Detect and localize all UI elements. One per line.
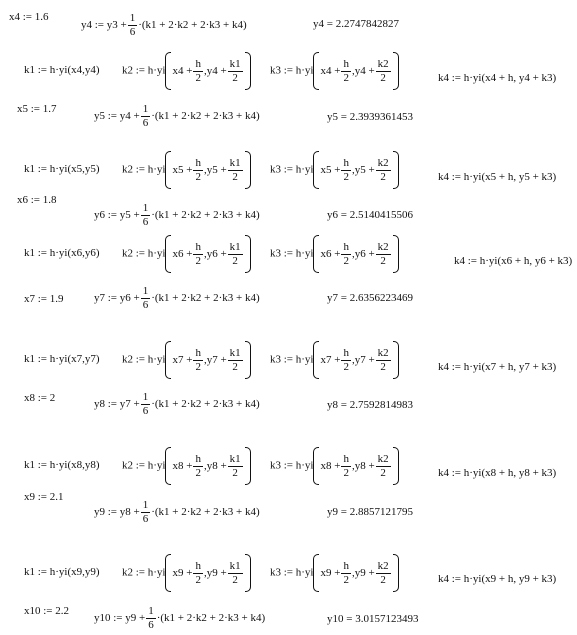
left-paren (165, 52, 171, 90)
left-paren (313, 52, 319, 90)
fraction-denominator: 6 (142, 216, 149, 228)
k1-definition (24, 460, 100, 471)
k1-over-2-fraction (228, 242, 243, 267)
right-paren (245, 151, 251, 189)
k3-y-arg: ,y8 + (351, 459, 375, 472)
k2-x-arg: x6 + (172, 247, 193, 260)
k2-definition (122, 554, 251, 592)
y-formula-rhs: ·(k1 + 2·k2 + 2·k3 + k4) (138, 19, 247, 32)
right-paren (393, 235, 399, 273)
fraction-numerator: k2 (377, 57, 389, 70)
y-result (327, 400, 413, 411)
paren-contents (320, 158, 391, 183)
y-update-formula (94, 203, 260, 228)
k4-text: k4 := h·yi(x4 + h, y4 + k3) (438, 72, 557, 84)
k3-definition (270, 52, 399, 90)
fraction-denominator: 2 (343, 254, 349, 267)
y-formula-rhs: ·(k1 + 2·k2 + 2·k3 + k4) (151, 398, 260, 411)
y-result-text: y6 = 2.5140415506 (327, 209, 413, 221)
k3-prefix: k3 := h·yi (270, 64, 314, 77)
y-update-formula (94, 392, 260, 417)
k1-text: k1 := h·yi(x9,y9) (24, 566, 100, 578)
fraction-denominator: 2 (343, 170, 349, 183)
y-result-text: y10 = 3.0157123493 (327, 613, 419, 625)
k4-definition (438, 574, 556, 585)
k3-x-arg: x8 + (320, 459, 341, 472)
fraction-numerator: 1 (142, 202, 149, 214)
k3-x-arg: x4 + (320, 64, 341, 77)
fraction-denominator: 6 (142, 405, 149, 417)
k2-y-arg: ,y4 + (203, 64, 227, 77)
fraction-denominator: 2 (195, 466, 201, 479)
k2-x-arg: x4 + (172, 64, 193, 77)
k3-definition (270, 235, 399, 273)
paren-contents (320, 561, 391, 586)
fraction-denominator: 2 (195, 360, 201, 373)
k3-y-arg: ,y4 + (351, 64, 375, 77)
fraction-denominator: 2 (232, 170, 238, 183)
fraction-numerator: h (195, 57, 201, 70)
fraction-numerator: k1 (229, 240, 241, 253)
fraction-numerator: k1 (229, 452, 241, 465)
k4-text: k4 := h·yi(x6 + h, y6 + k3) (454, 255, 573, 267)
paren-contents (172, 242, 243, 267)
fraction-denominator: 6 (142, 117, 149, 129)
fraction-numerator: k2 (377, 559, 389, 572)
right-paren (245, 341, 251, 379)
k1-text: k1 := h·yi(x7,y7) (24, 353, 100, 365)
k2-x-arg: x9 + (172, 566, 193, 579)
fraction-denominator: 2 (195, 573, 201, 586)
k2-over-2-fraction (376, 59, 391, 84)
h-over-2-fraction (341, 348, 351, 373)
k3-definition (270, 341, 399, 379)
fraction-numerator: h (195, 452, 201, 465)
paren-contents (320, 59, 391, 84)
fraction-numerator: h (195, 156, 201, 169)
paren-group (313, 151, 398, 189)
k3-x-arg: x5 + (320, 163, 341, 176)
k3-prefix: k3 := h·yi (270, 353, 314, 366)
k3-definition (270, 447, 399, 485)
y-formula-lhs: y7 := y6 + (94, 292, 140, 305)
k3-y-arg: ,y5 + (351, 163, 375, 176)
fraction-denominator: 6 (129, 26, 136, 38)
k2-over-2-fraction (376, 242, 391, 267)
y-result-text: y9 = 2.8857121795 (327, 506, 413, 518)
x-definition-text: x9 := 2.1 (24, 491, 64, 503)
h-over-2-fraction (193, 242, 203, 267)
fraction-denominator: 2 (232, 254, 238, 267)
k1-text: k1 := h·yi(x4,y4) (24, 64, 100, 76)
fraction-denominator: 2 (195, 71, 201, 84)
y-result-text: y8 = 2.7592814983 (327, 399, 413, 411)
paren-group (165, 447, 250, 485)
fraction-numerator: k2 (377, 346, 389, 359)
k1-text: k1 := h·yi(x5,y5) (24, 163, 100, 175)
paren-group (165, 151, 250, 189)
y-formula-lhs: y5 := y4 + (94, 110, 140, 123)
y-formula-lhs: y6 := y5 + (94, 209, 140, 222)
k2-definition (122, 235, 251, 273)
x-definition-text: x7 := 1.9 (24, 293, 64, 305)
k4-text: k4 := h·yi(x8 + h, y8 + k3) (438, 467, 557, 479)
k2-definition (122, 151, 251, 189)
k2-definition (122, 52, 251, 90)
k1-definition (24, 164, 100, 175)
k2-over-2-fraction (376, 348, 391, 373)
right-paren (245, 554, 251, 592)
k3-prefix: k3 := h·yi (270, 247, 314, 260)
k3-y-arg: ,y6 + (351, 247, 375, 260)
fraction-denominator: 2 (380, 71, 386, 84)
h-over-2-fraction (193, 59, 203, 84)
right-paren (393, 151, 399, 189)
k2-prefix: k2 := h·yi (122, 247, 166, 260)
y-result-text: y4 = 2.2747842827 (313, 18, 399, 30)
fraction-numerator: 1 (142, 285, 149, 297)
y-result (327, 210, 413, 221)
fraction-denominator: 2 (232, 466, 238, 479)
left-paren (165, 151, 171, 189)
y-result-text: y5 = 2.3939361453 (327, 111, 413, 123)
right-paren (393, 554, 399, 592)
x-definition (24, 606, 69, 617)
h-over-2-fraction (193, 561, 203, 586)
paren-contents (172, 158, 243, 183)
fraction-denominator: 2 (380, 254, 386, 267)
k4-definition (438, 468, 556, 479)
k2-y-arg: ,y9 + (203, 566, 227, 579)
y-result-text: y7 = 2.6356223469 (327, 292, 413, 304)
fraction-numerator: h (343, 57, 349, 70)
k3-x-arg: x6 + (320, 247, 341, 260)
y-result (313, 19, 399, 30)
y-update-formula (94, 286, 260, 311)
k1-text: k1 := h·yi(x6,y6) (24, 247, 100, 259)
k3-prefix: k3 := h·yi (270, 566, 314, 579)
k2-over-2-fraction (376, 454, 391, 479)
fraction-denominator: 6 (148, 619, 154, 631)
k3-x-arg: x7 + (320, 353, 341, 366)
y-formula-lhs: y9 := y8 + (94, 506, 140, 519)
k2-x-arg: x7 + (172, 353, 193, 366)
fraction-denominator: 2 (343, 466, 349, 479)
fraction-numerator: k2 (377, 452, 389, 465)
left-paren (313, 554, 319, 592)
k1-over-2-fraction (228, 59, 243, 84)
fraction-denominator: 2 (380, 170, 386, 183)
k2-over-2-fraction (376, 158, 391, 183)
right-paren (245, 447, 251, 485)
right-paren (245, 52, 251, 90)
paren-contents (172, 454, 243, 479)
fraction-denominator: 6 (142, 299, 149, 311)
right-paren (393, 447, 399, 485)
h-over-2-fraction (193, 348, 203, 373)
paren-group (313, 52, 398, 90)
x-definition (9, 12, 49, 23)
y-update-formula (94, 606, 265, 631)
fraction-denominator: 2 (195, 170, 201, 183)
h-over-2-fraction (341, 561, 351, 586)
k1-text: k1 := h·yi(x8,y8) (24, 459, 100, 471)
k1-over-2-fraction (228, 348, 243, 373)
x-definition-text: x10 := 2.2 (24, 605, 70, 617)
fraction-numerator: h (343, 346, 349, 359)
fraction-denominator: 2 (195, 254, 201, 267)
fraction-denominator: 6 (142, 513, 149, 525)
k1-definition (24, 248, 100, 259)
right-paren (393, 341, 399, 379)
k3-definition (270, 554, 399, 592)
x-definition (17, 104, 57, 115)
left-paren (165, 447, 171, 485)
k1-definition (24, 65, 100, 76)
fraction-numerator: h (343, 452, 349, 465)
k2-y-arg: ,y5 + (203, 163, 227, 176)
x-definition-text: x8 := 2 (24, 392, 56, 404)
one-sixth-fraction (128, 13, 138, 38)
paren-contents (172, 348, 243, 373)
y-formula-lhs: y4 := y3 + (81, 19, 127, 32)
fraction-numerator: 1 (142, 103, 149, 115)
k2-prefix: k2 := h·yi (122, 163, 166, 176)
paren-group (165, 341, 250, 379)
x-definition-text: x5 := 1.7 (17, 103, 57, 115)
fraction-denominator: 2 (232, 71, 238, 84)
paren-group (165, 554, 250, 592)
k2-prefix: k2 := h·yi (122, 64, 166, 77)
y-update-formula (81, 13, 247, 38)
k2-prefix: k2 := h·yi (122, 353, 166, 366)
fraction-numerator: 1 (142, 499, 149, 511)
y-result (327, 507, 413, 518)
h-over-2-fraction (193, 158, 203, 183)
k3-y-arg: ,y9 + (351, 566, 375, 579)
k1-over-2-fraction (228, 454, 243, 479)
y-formula-lhs: y10 := y9 + (94, 612, 146, 625)
x-definition-text: x6 := 1.8 (17, 194, 57, 206)
fraction-denominator: 2 (380, 573, 386, 586)
one-sixth-fraction (146, 606, 156, 631)
paren-contents (172, 59, 243, 84)
k2-prefix: k2 := h·yi (122, 566, 166, 579)
paren-group (313, 341, 398, 379)
fraction-numerator: 1 (129, 12, 136, 24)
k3-x-arg: x9 + (320, 566, 341, 579)
k2-x-arg: x5 + (172, 163, 193, 176)
fraction-denominator: 2 (380, 466, 386, 479)
paren-group (165, 235, 250, 273)
paren-contents (320, 348, 391, 373)
fraction-numerator: 1 (148, 605, 154, 617)
right-paren (245, 235, 251, 273)
y-formula-rhs: ·(k1 + 2·k2 + 2·k3 + k4) (151, 506, 260, 519)
one-sixth-fraction (141, 104, 151, 129)
fraction-denominator: 2 (343, 360, 349, 373)
k2-over-2-fraction (376, 561, 391, 586)
fraction-numerator: h (195, 559, 201, 572)
one-sixth-fraction (141, 286, 151, 311)
paren-contents (320, 242, 391, 267)
y-formula-lhs: y8 := y7 + (94, 398, 140, 411)
y-formula-rhs: ·(k1 + 2·k2 + 2·k3 + k4) (151, 110, 260, 123)
left-paren (313, 235, 319, 273)
paren-group (313, 554, 398, 592)
fraction-numerator: k1 (229, 559, 241, 572)
left-paren (165, 341, 171, 379)
y-result (327, 293, 413, 304)
k3-prefix: k3 := h·yi (270, 163, 314, 176)
left-paren (165, 235, 171, 273)
x-definition (24, 393, 55, 404)
k4-text: k4 := h·yi(x9 + h, y9 + k3) (438, 573, 557, 585)
k3-definition (270, 151, 399, 189)
fraction-numerator: h (343, 559, 349, 572)
k2-definition (122, 447, 251, 485)
k4-definition (438, 362, 556, 373)
k1-over-2-fraction (228, 158, 243, 183)
k2-y-arg: ,y6 + (203, 247, 227, 260)
k2-x-arg: x8 + (172, 459, 193, 472)
k4-definition (438, 172, 556, 183)
x-definition (24, 294, 64, 305)
fraction-numerator: 1 (142, 391, 149, 403)
k3-prefix: k3 := h·yi (270, 459, 314, 472)
fraction-numerator: k1 (229, 57, 241, 70)
fraction-numerator: k2 (377, 240, 389, 253)
fraction-denominator: 2 (232, 360, 238, 373)
left-paren (313, 447, 319, 485)
x-definition (17, 195, 57, 206)
y-result (327, 112, 413, 123)
y-result (327, 614, 418, 625)
fraction-denominator: 2 (232, 573, 238, 586)
k4-text: k4 := h·yi(x5 + h, y5 + k3) (438, 171, 557, 183)
k2-y-arg: ,y8 + (203, 459, 227, 472)
paren-group (313, 447, 398, 485)
fraction-numerator: h (195, 346, 201, 359)
k4-definition (454, 256, 572, 267)
fraction-denominator: 2 (343, 573, 349, 586)
fraction-numerator: k1 (229, 156, 241, 169)
k2-prefix: k2 := h·yi (122, 459, 166, 472)
one-sixth-fraction (141, 203, 151, 228)
y-update-formula (94, 500, 260, 525)
fraction-numerator: h (195, 240, 201, 253)
y-formula-rhs: ·(k1 + 2·k2 + 2·k3 + k4) (151, 209, 260, 222)
paren-group (313, 235, 398, 273)
y-formula-rhs: ·(k1 + 2·k2 + 2·k3 + k4) (156, 612, 266, 625)
left-paren (165, 554, 171, 592)
fraction-numerator: k2 (377, 156, 389, 169)
y-formula-rhs: ·(k1 + 2·k2 + 2·k3 + k4) (151, 292, 260, 305)
h-over-2-fraction (341, 158, 351, 183)
right-paren (393, 52, 399, 90)
one-sixth-fraction (141, 392, 151, 417)
fraction-numerator: k1 (229, 346, 241, 359)
k4-text: k4 := h·yi(x7 + h, y7 + k3) (438, 361, 557, 373)
k4-definition (438, 73, 556, 84)
k1-definition (24, 354, 100, 365)
paren-contents (320, 454, 391, 479)
k3-y-arg: ,y7 + (351, 353, 375, 366)
left-paren (313, 151, 319, 189)
fraction-denominator: 2 (380, 360, 386, 373)
fraction-numerator: h (343, 156, 349, 169)
k1-definition (24, 567, 100, 578)
h-over-2-fraction (341, 59, 351, 84)
x-definition (24, 492, 64, 503)
paren-group (165, 52, 250, 90)
paren-contents (172, 561, 243, 586)
x-definition-text: x4 := 1.6 (9, 11, 49, 23)
h-over-2-fraction (341, 242, 351, 267)
fraction-denominator: 2 (343, 71, 349, 84)
k1-over-2-fraction (228, 561, 243, 586)
one-sixth-fraction (141, 500, 151, 525)
h-over-2-fraction (341, 454, 351, 479)
left-paren (313, 341, 319, 379)
k2-y-arg: ,y7 + (203, 353, 227, 366)
h-over-2-fraction (193, 454, 203, 479)
k2-definition (122, 341, 251, 379)
fraction-numerator: h (343, 240, 349, 253)
y-update-formula (94, 104, 260, 129)
